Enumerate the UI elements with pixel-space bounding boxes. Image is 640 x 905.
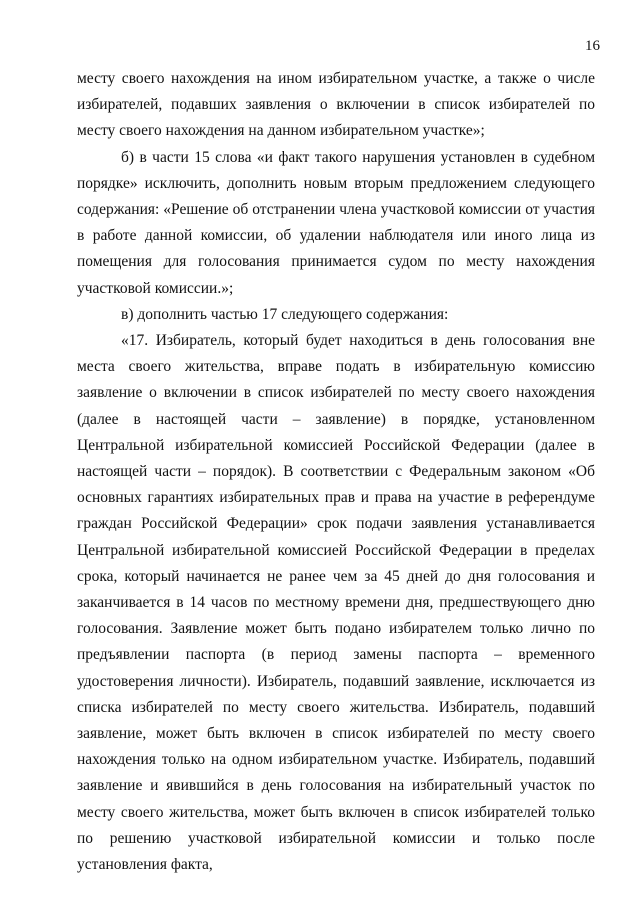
document-body	[77, 66, 595, 878]
paragraph-continuation: месту своего нахождения на ином избирательном участке, а также о числе избирателей, подавших заявления о включении в список избирателей по месту своего нахождения на данном избирательном участке»;	[77, 70, 595, 140]
page-number: 16	[585, 38, 600, 54]
paragraph-item-v: в) дополнить частью 17 следующего содержания:	[121, 305, 449, 323]
paragraph-item-b: б) в части 15 слова «и факт такого нарушения установлен в судебном порядке» исключить, дополнить новым вторым предложением следующего содержания: «Решение об отстранении члена участковой комиссии от участия в работе данной комиссии, об удалении наблюдателя или иного лица из помещения для голосования принимается судом по месту нахождения участковой комиссии.»;	[77, 148, 595, 297]
paragraph-part-17: «17. Избиратель, который будет находиться в день голосования вне места своего жительства, вправе подать в избирательную комиссию заявление о включении в список избирателей по месту своего нахождения (далее в настоящей части – заявление) в порядке, установленном Центральной избирательной комиссией Российской Федерации (далее в настоящей части – порядок). В соответствии с Федеральным законом «Об основных гарантиях избирательных прав и права на участие в референдуме граждан Российской Федерации» срок подачи заявления устанавливается Центральной избирательной комиссией Российской Федерации в пределах срока, который начинается не ранее чем за 45 дней до дня голосования и заканчивается в 14 часов по местному времени дня, предшествующего дню голосования. Заявление может быть подано избирателем только лично по предъявлении паспорта (в период замены паспорта – временного удостоверения личности). Избиратель, подавший заявление, исключается из списка избирателей по месту своего жительства. Избиратель, подавший заявление, может быть включен в список избирателей по месту своего нахождения только на одном избирательном участке. Избиратель, подавший заявление и явившийся в день голосования на избирательный участок по месту своего жительства, может быть включен в список избирателей только по решению участковой избирательной комиссии и только после установления факта,	[77, 332, 595, 874]
